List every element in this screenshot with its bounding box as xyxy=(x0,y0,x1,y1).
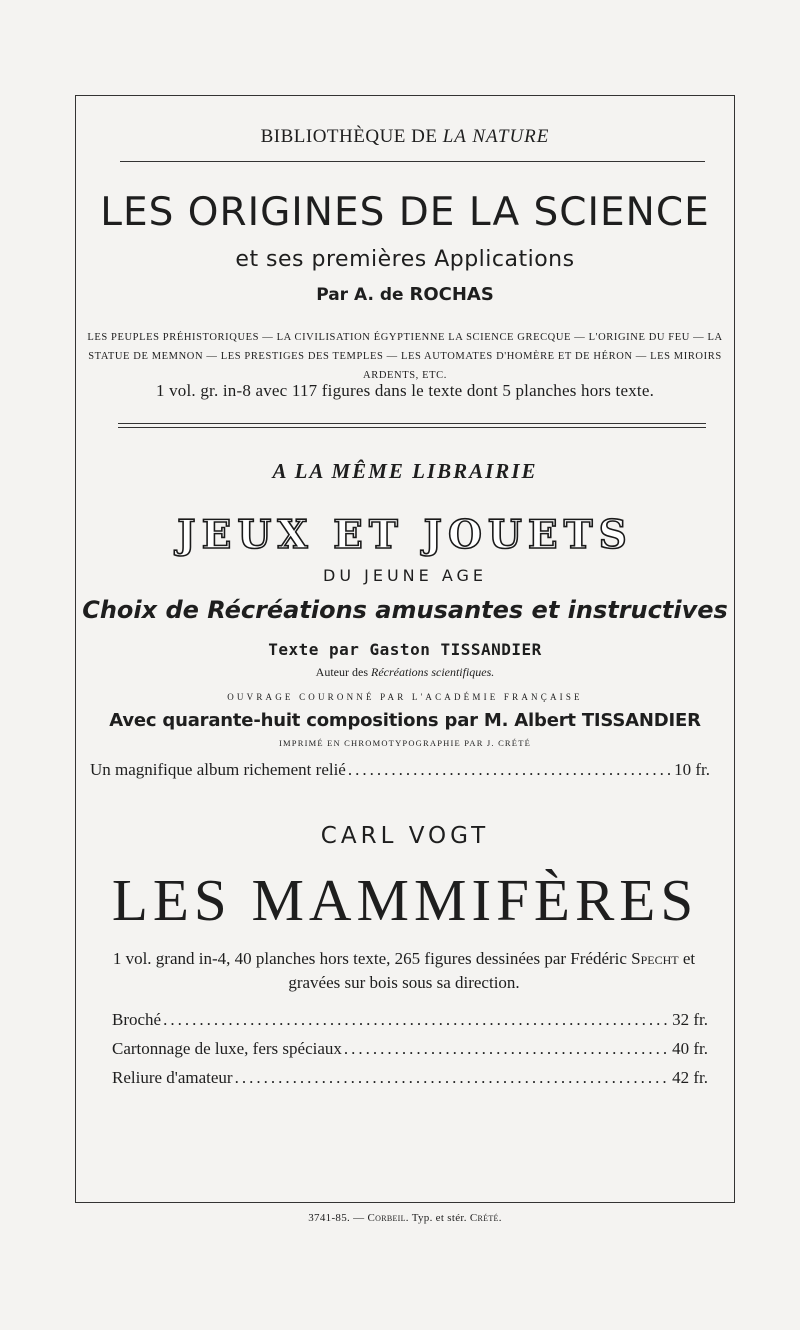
book3-description-a: 1 vol. grand in-4, 40 planches hors texte, 265 figures dessinées par Frédéric xyxy=(112,949,627,968)
book2-title: JEUX ET JOUETS xyxy=(177,512,633,558)
book1-author-prefix: Par A. de xyxy=(316,285,404,305)
price-line xyxy=(112,1010,708,1030)
book2-offer-line xyxy=(90,760,710,780)
header-divider xyxy=(120,161,705,162)
price-line xyxy=(112,1039,708,1059)
footer-name: Crété. xyxy=(469,1212,502,1224)
section-heading: A LA MÊME LIBRAIRIE xyxy=(272,459,538,483)
price-value: 42 fr. xyxy=(672,1068,708,1087)
book3-description-b: et gravées sur bois sous sa direction. xyxy=(288,949,696,992)
book2-author-of-prefix: Auteur des xyxy=(315,665,368,679)
price-label: Cartonnage de luxe, fers spéciaux xyxy=(112,1039,342,1058)
footer-prefix: 3741-85. — xyxy=(308,1212,365,1224)
book3-description xyxy=(91,947,717,995)
book2-award: OUVRAGE COURONNÉ PAR L'ACADÉMIE FRANÇAISE xyxy=(227,692,583,702)
frame-bottom-border xyxy=(75,1202,734,1203)
book3-illustrator: Specht xyxy=(631,949,679,968)
book2-subtitle: DU JEUNE AGE xyxy=(323,566,487,585)
price-value: 40 fr. xyxy=(672,1039,708,1058)
book1-title: LES ORIGINES DE LA SCIENCE xyxy=(100,190,710,235)
book3-title: LES MAMMIFÈRES xyxy=(111,867,699,933)
book2-printer: IMPRIMÉ EN CHROMOTYPOGRAPHIE PAR J. CRÉTÉ xyxy=(279,738,531,748)
dot-leader xyxy=(163,1010,668,1030)
book3-author: CARL VOGT xyxy=(320,823,490,849)
footer-printer: Corbeil. xyxy=(367,1212,409,1224)
series-name: LA NATURE xyxy=(442,126,550,147)
book1-author xyxy=(75,284,735,305)
book1-subtitle: et ses premières Applications xyxy=(235,247,575,272)
dot-leader xyxy=(235,1068,669,1088)
book2-offer-price: 10 fr. xyxy=(674,760,710,779)
price-line xyxy=(112,1068,708,1088)
price-value: 32 fr. xyxy=(672,1010,708,1029)
section-divider-thick xyxy=(118,427,706,428)
book2-tagline: Choix de Récréations amusantes et instructives xyxy=(82,596,728,624)
dot-leader xyxy=(348,760,670,780)
series-prefix: BIBLIOTHÈQUE DE xyxy=(260,126,438,147)
book1-author-name: ROCHAS xyxy=(409,284,494,305)
book2-author-of xyxy=(75,665,735,680)
book2-offer-label: Un magnifique album richement relié xyxy=(90,760,346,779)
book1-volume: 1 vol. gr. in-8 avec 117 figures dans le texte dont 5 planches hors texte. xyxy=(155,381,655,400)
book2-author-of-title: Récréations scientifiques. xyxy=(371,665,495,679)
book1-contents: LES PEUPLES PRÉHISTORIQUES — LA CIVILISATION ÉGYPTIENNE LA SCIENCE GRECQUE — L'ORIGINE DU FEU — LA STATUE DE MEMNON — LES PRESTIGES DES TEMPLES — LES AUTOMATES D'HOMÈRE ET DE HÉRON — LES MIROIRS ARDENTS, ETC. xyxy=(87,332,723,381)
dot-leader xyxy=(344,1039,668,1059)
section-divider-thin xyxy=(118,423,706,424)
price-label: Broché xyxy=(112,1010,162,1029)
frame-top-border xyxy=(75,95,734,96)
footer-middle: Typ. et stér. xyxy=(411,1212,467,1224)
book2-illustrations: Avec quarante-huit compositions par M. Albert TISSANDIER xyxy=(109,710,701,731)
book2-text-by: Texte par Gaston TISSANDIER xyxy=(268,640,542,659)
price-label: Reliure d'amateur xyxy=(112,1068,233,1087)
series-header xyxy=(75,126,735,148)
printer-footer xyxy=(75,1212,735,1224)
